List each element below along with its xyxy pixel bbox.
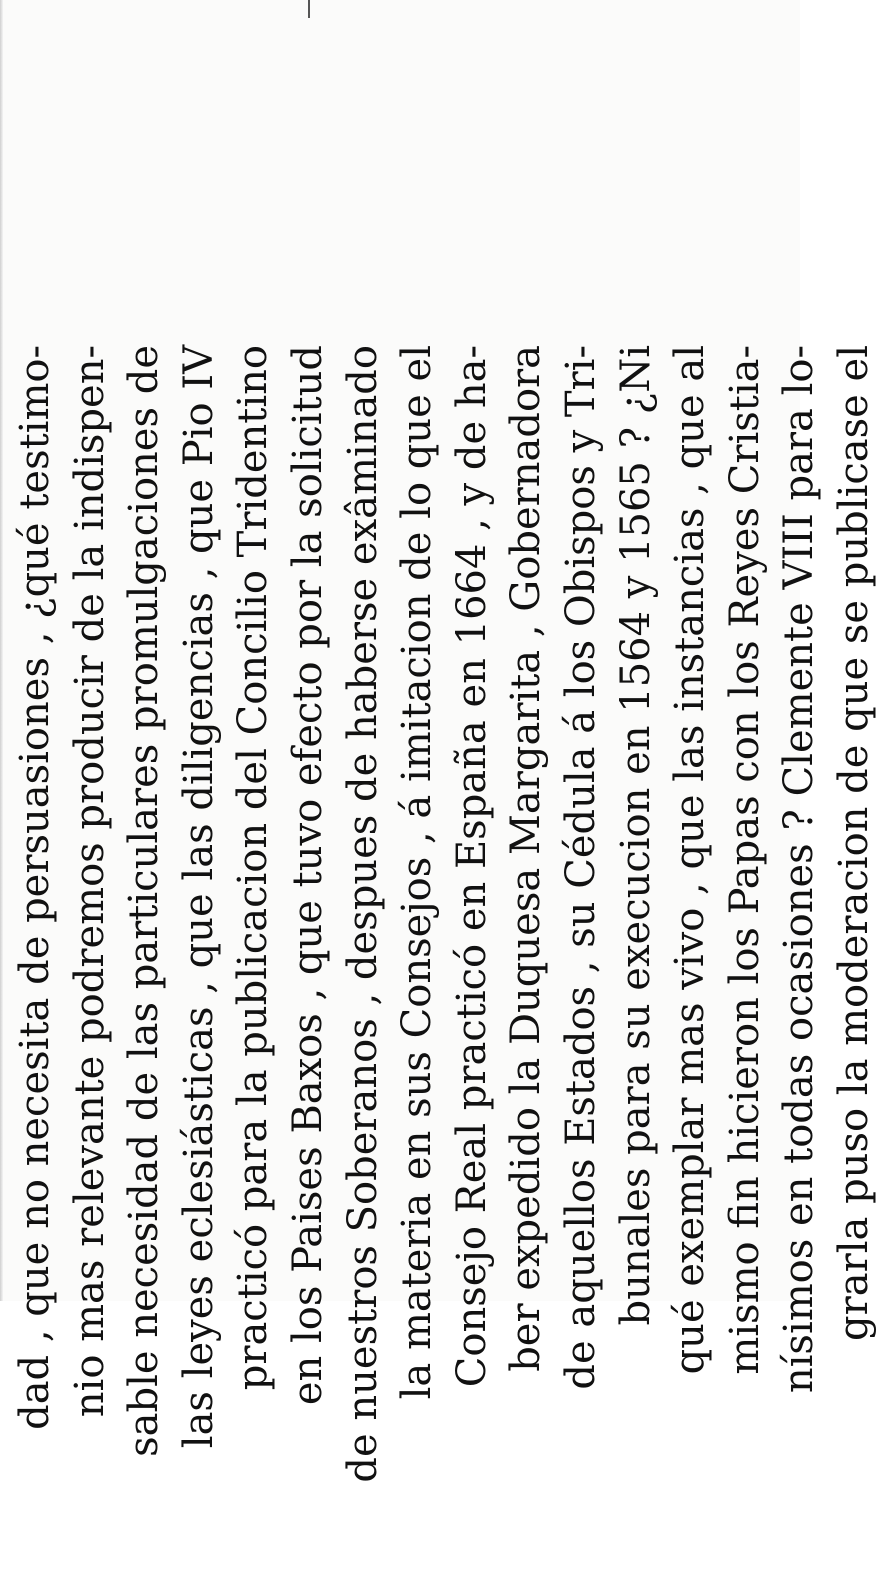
text-line: Consejo Real practicó en España en 1664 , y de ha- [448,345,495,1388]
rotated-text-block [0,325,877,1595]
text-line: de nuestros Soberanos , despues de haberse exâminado [339,345,386,1483]
text-line: las leyes eclesiásticas , que las diligencias , que Pio IV [175,345,222,1449]
text-line: practicó para la publicacion del Concilio Tridentino [230,345,277,1391]
text-line: sable necesidad de las particulares promulgaciones de [121,345,168,1457]
text-line: en los Paises Baxos , que tuvo efecto por la solicitud [284,345,331,1406]
text-line: ber expedido la Duquesa Margarita , Gobernadora [503,345,550,1372]
scan-mark [308,0,310,18]
text-line: qué exemplar mas vivo , que las instancias , que al [667,345,714,1375]
text-line: grarla puso la moderacion de que se publicase el [830,345,877,1341]
text-line: de aquellos Estados , su Cédula á los Obispos y Tri- [557,345,604,1390]
text-line: bunales para su execucion en 1564 y 1565 ? ¿Ni [612,345,659,1326]
text-line: nio mas relevante podremos producir de la indispen- [66,345,113,1418]
text-line: nísimos en todas ocasiones ? Clemente VIII para lo- [776,345,823,1394]
text-line: la materia en sus Consejos , á imitacion de lo que el [394,345,441,1400]
text-line: mismo fin hicieron los Papas con los Reyes Cristia- [721,345,768,1375]
text-line: dad , que no necesita de persuasiones , ¿qué testimo- [12,345,58,1430]
